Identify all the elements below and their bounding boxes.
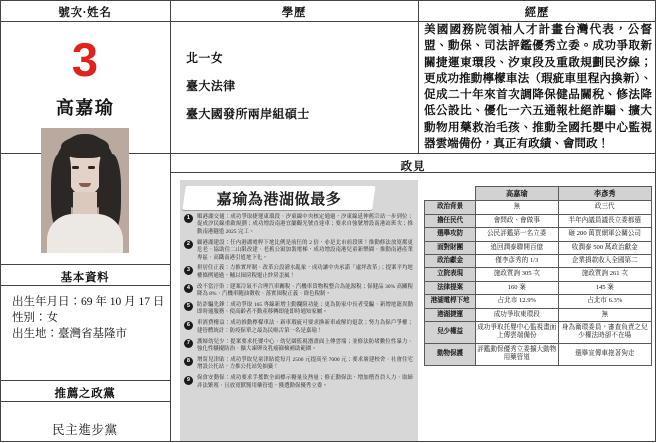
basic-info-block <box>12 294 170 342</box>
policy-section-header: 政見 <box>400 161 426 173</box>
basic-info-header: 基本資料 <box>60 272 110 284</box>
photo-body-shape <box>47 214 123 253</box>
comparison-cell-candidate-b: 選舉宣傳車拖著狗走 <box>558 343 651 365</box>
infographic-bullet-number: 7 <box>184 339 193 348</box>
infographic-bullet-item <box>184 214 413 236</box>
comparison-table-row <box>425 241 652 254</box>
infographic-bullet-number: 9 <box>184 376 193 385</box>
comparison-row-label: 港湖捷運 <box>425 308 476 321</box>
infographic-bullet-item <box>184 320 413 335</box>
infographic-bullet-number: 4 <box>184 284 193 293</box>
comparison-cell-candidate-b: 收潤泰 500 萬政治獻金 <box>558 241 651 254</box>
infographic-banner <box>184 186 374 210</box>
infographic-bullet-text: 護婦幼兒少：提案要求托嬰中心、幼兒園監視器畫面上傳雲端；並修法防堵數位性暴力、強化性騷擾防治、擴大凍卵及乳癌篩檢補助範圍。 <box>197 338 413 353</box>
comparison-table-row <box>425 295 652 308</box>
comparison-table-row <box>425 228 652 241</box>
comparison-cell-candidate-b: 145 案 <box>558 281 651 294</box>
column-header-experience: 經歷 <box>524 7 550 19</box>
infographic-bullet-text: 保食安動保：成功要求手搖飲全面標示糖量及熱量；修正動保法，增加稽查員人力、取締非法繁殖、且放寬獸醫用藥管道，獲選動保優秀立委。 <box>197 375 413 389</box>
comparison-cell-candidate-b: 半年內議員議長立委都選 <box>558 214 651 227</box>
infographic-banner-text: 嘉瑜為港湖做最多 <box>216 190 342 208</box>
infographic-bullet-text: 車消費權益：成功推動檸檬車法、新車瑕疵可要求換新車或解約退款；努力為保戶爭權；建管體統計：防疫保單之最為民喉舌第一名是嘉瑜！ <box>197 320 413 334</box>
candidate-photo <box>41 128 129 253</box>
column-header-number-name: 號次·姓名 <box>58 7 112 19</box>
comparison-cell-candidate-a: 僅李彥秀的 1/3 <box>476 255 559 268</box>
comparison-header-row <box>425 187 652 201</box>
comparison-row-label: 動物保護 <box>425 343 476 365</box>
rule-party-head-bottom <box>0 401 170 402</box>
party-name: 民主進步黨 <box>52 423 118 437</box>
comparison-table-row <box>425 201 652 214</box>
comparison-cell-candidate-a: 160 案 <box>476 281 559 294</box>
comparison-cell-candidate-b: 無 <box>558 308 651 321</box>
comparison-table <box>424 186 652 366</box>
comparison-header-candidate-a: 高嘉瑜 <box>476 187 559 201</box>
experience-text: 美國國務院領袖人才計畫台灣代表，公督盟、動保、司法評鑑優秀立委。成功爭取新關捷運東環段、汐東段及重啟規劃民汐線；更成功推動檸檬車法（瑕疵車里程內換新）、促成二十年來首次調降保健品關稅、修法降低公設比、優化一六五通報杜絕詐騙、擴大動物用藥救治毛孩、推動全國托嬰中心監視器雲端備份，真正有政績、會問政！ <box>424 23 652 151</box>
comparison-row-label: 政治獻金 <box>425 255 476 268</box>
comparison-row-label: 港湖電桿下地 <box>425 295 476 308</box>
comparison-table-row <box>425 308 652 321</box>
comparison-cell-candidate-b: 身為衛環委員，審查負責之兒少權法時卻不在場 <box>558 322 651 344</box>
comparison-cell-candidate-a: 無 <box>476 201 559 214</box>
comparison-cell-candidate-a: 追回潤泰聯開百億 <box>476 241 559 254</box>
comparison-row-label: 兒少權益 <box>425 322 476 344</box>
photo-eye-left-shape <box>72 166 79 169</box>
comparison-table-row <box>425 268 652 281</box>
infographic-bullet-item <box>184 339 413 354</box>
rule-bottom <box>0 441 656 442</box>
education-list <box>186 44 401 128</box>
basic-info-birthplace: 出生地：臺灣省基隆市 <box>12 328 127 340</box>
infographic-bullet-number: 3 <box>184 266 193 275</box>
rule-col1-right <box>170 0 171 441</box>
comparison-cell-candidate-a: 會問政、會做事 <box>476 214 559 227</box>
education-item-3: 臺大國發所兩岸組碩士 <box>186 107 310 121</box>
column-header-education: 學歷 <box>281 7 307 19</box>
rule-basic-head-top <box>0 264 170 265</box>
comparison-header-candidate-b: 李彥秀 <box>558 187 651 201</box>
comparison-cell-candidate-a: 評鑑動保優秀立委擴大動物用藥管道 <box>476 343 559 365</box>
basic-info-gender: 性別：女 <box>12 312 58 324</box>
education-item-2: 臺大法律 <box>186 79 236 93</box>
infographic-bullet-number: 6 <box>184 321 193 330</box>
comparison-table-row <box>425 214 652 227</box>
infographic-bullet-text: 改不當汙染：建案冷氣不合理汽車關稅、汽機車貨物稅整合為能源稅；保健品 30% 高關稅降為 8%、汽機車隨油徵收、落實囤稅正義、綠色稅制。 <box>197 283 413 298</box>
comparison-cell-candidate-b: 占北市 6.3% <box>558 295 651 308</box>
basic-info-birthdate: 出生年月日：69 年 10 月 17 日 <box>12 296 165 308</box>
comparison-cell-candidate-b: 政三代 <box>558 201 651 214</box>
comparison-cell-candidate-b: 施政質詢 261 次 <box>558 268 651 281</box>
comparison-table-row <box>425 255 652 268</box>
rule-party-head-top <box>0 380 170 381</box>
comparison-row-label: 立院表現 <box>425 268 476 281</box>
comparison-table-row <box>425 343 652 365</box>
infographic-bullet-number: 8 <box>184 357 193 366</box>
comparison-table-row <box>425 281 652 294</box>
comparison-table-row <box>425 322 652 344</box>
infographic-bullet-item <box>184 240 413 262</box>
infographic-bullet-text: 顧港湖建設：任內港湖電桿下地比例是前任的 2 倍，亦是北市前段班！推動修法放寬都更危老、協助住二山限改建、老舊公寓加裝電梯，成功增設南港兒童新樂園、推動南港產業專區、高鐵南港引道地下化。 <box>197 239 413 261</box>
comparison-table-head <box>425 187 652 201</box>
photo-neck-shape <box>73 192 97 214</box>
candidate-name: 高嘉瑜 <box>55 98 115 118</box>
comparison-corner-cell <box>425 187 476 201</box>
comparison-cell-candidate-b: 砸 200 萬買網軍公關公司 <box>558 228 651 241</box>
comparison-cell-candidate-a: 成功爭取東環段 <box>476 308 559 321</box>
rule-basic-head-bottom <box>0 285 170 286</box>
comparison-table-body <box>425 201 652 365</box>
rule-col2-right <box>418 0 419 153</box>
infographic-bullet-number: 2 <box>184 240 193 249</box>
party-header: 推薦之政黨 <box>54 388 116 400</box>
infographic-bullet-number: 1 <box>184 214 193 223</box>
comparison-cell-candidate-a: 公民評鑑第一名立委 <box>476 228 559 241</box>
candidate-number: 3 <box>71 33 99 86</box>
infographic-bullet-item <box>184 265 413 280</box>
policy-infographic-panel <box>180 180 418 441</box>
comparison-row-label: 政治背景 <box>425 201 476 214</box>
photo-eye-right-shape <box>88 166 95 169</box>
comparison-row-label: 選舉攻防 <box>425 228 476 241</box>
comparison-cell-candidate-a: 成功爭取托嬰中心監視畫面上傳雲端備份 <box>476 322 559 344</box>
infographic-bullet-list <box>180 214 418 390</box>
rule-top <box>0 0 656 1</box>
infographic-bullet-item <box>184 357 413 372</box>
comparison-cell-candidate-b: 企業捐款收入全國第二 <box>558 255 651 268</box>
comparison-row-label: 面對財團 <box>425 241 476 254</box>
comparison-cell-candidate-a: 施政質詢 305 次 <box>476 268 559 281</box>
education-item-1: 北一女 <box>186 51 224 65</box>
infographic-bullet-item <box>184 375 413 390</box>
infographic-bullet-item <box>184 302 413 317</box>
infographic-bullet-text: 順港湖交通：成功爭取捷運東環段、汐東線中央核定通過，汐東線延伸舊宗站一步到位；促成汐民線重啟規劃；成功增設南港宜蘭觀光號直達車；要求自強號增設南港站班次；推動南港隧道 2025 完工。 <box>197 214 413 235</box>
infographic-bullet-item <box>184 284 413 299</box>
infographic-bullet-text: 拼居住正義：力推實坪制、改革公設灌水亂象，成功讓中央承諾「虛坪改革」；提案平均地權條例通過，輔以囤房稅遏止炒房歪風！ <box>197 265 413 279</box>
infographic-bullet-text: 防詐騙先鋒：成功爭取 165 專線新增主動攔阻功能；更為防家中長者受騙、新增地籍異動即時通服務、使高齡者不動產移轉即能即時通知家屬。 <box>197 302 413 316</box>
infographic-bullet-number: 5 <box>184 302 193 311</box>
comparison-row-label: 法律提案 <box>425 281 476 294</box>
comparison-row-label: 擔任民代 <box>425 214 476 227</box>
comparison-cell-candidate-a: 占北市 12.9% <box>476 295 559 308</box>
infographic-bullet-text: 增育兒津貼：成功爭取兒童津貼從每月 2500 元提高至 7000 元；要求廣建校舍、社會住宅增設公托站，力推公托站免抽籤！ <box>197 357 413 371</box>
